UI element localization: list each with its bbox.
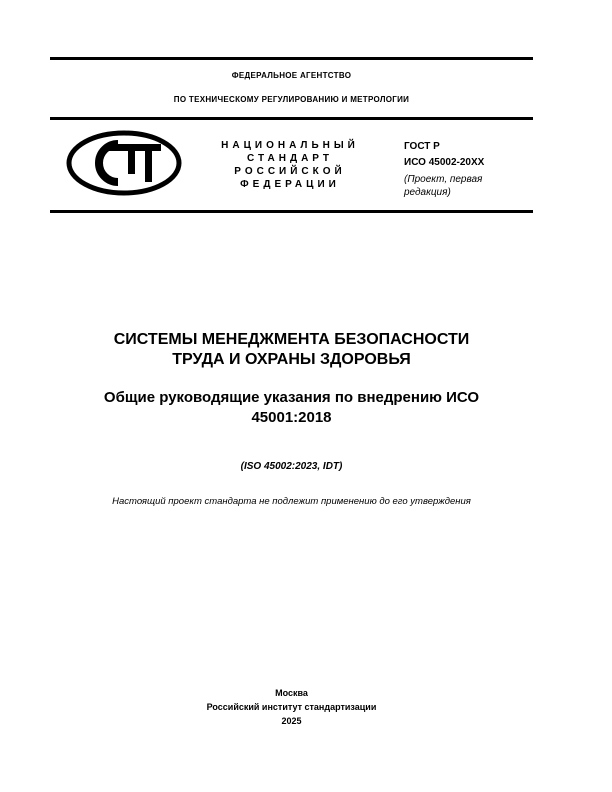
- block-bottom-rule: [50, 210, 533, 213]
- identical-iso-reference: (ISO 45002:2023, IDT): [240, 461, 343, 472]
- agency-name-line1: ФЕДЕРАЛЬНОЕ АГЕНТСТВО: [231, 71, 352, 80]
- publisher-name: Российский институт стандартизации: [206, 702, 377, 712]
- standard-code-line1: ГОСТ Р: [404, 141, 440, 152]
- publication-year: 2025: [281, 716, 302, 726]
- draft-notice: Настоящий проект стандарта не подлежит применению до его утверждения: [112, 496, 471, 507]
- national-line-2: СТАНДАРТ: [247, 153, 333, 164]
- subtitle-line1: Общие руководящие указания по внедрению ИСО: [103, 389, 480, 406]
- national-line-3: РОССИЙСКОЙ: [234, 166, 346, 177]
- publication-city: Москва: [275, 688, 308, 698]
- draft-status-line1: (Проект, первая: [404, 174, 483, 185]
- header-rule: [50, 117, 533, 120]
- draft-status-line2: редакция): [404, 187, 451, 198]
- main-title-line1: СИСТЕМЫ МЕНЕДЖМЕНТА БЕЗОПАСНОСТИ: [113, 331, 470, 348]
- subtitle-line2: 45001:2018: [251, 409, 332, 426]
- national-line-4: ФЕДЕРАЦИИ: [240, 179, 340, 190]
- national-line-1: НАЦИОНАЛЬНЫЙ: [221, 140, 359, 151]
- main-title-line2: ТРУДА И ОХРАНЫ ЗДОРОВЬЯ: [172, 351, 411, 368]
- top-rule: [50, 57, 533, 60]
- standard-code-line2: ИСО 45002-20ХХ: [404, 157, 485, 168]
- agency-name-line2: ПО ТЕХНИЧЕСКОМУ РЕГУЛИРОВАНИЮ И МЕТРОЛОГИИ: [173, 95, 410, 104]
- rst-logo: [66, 130, 182, 196]
